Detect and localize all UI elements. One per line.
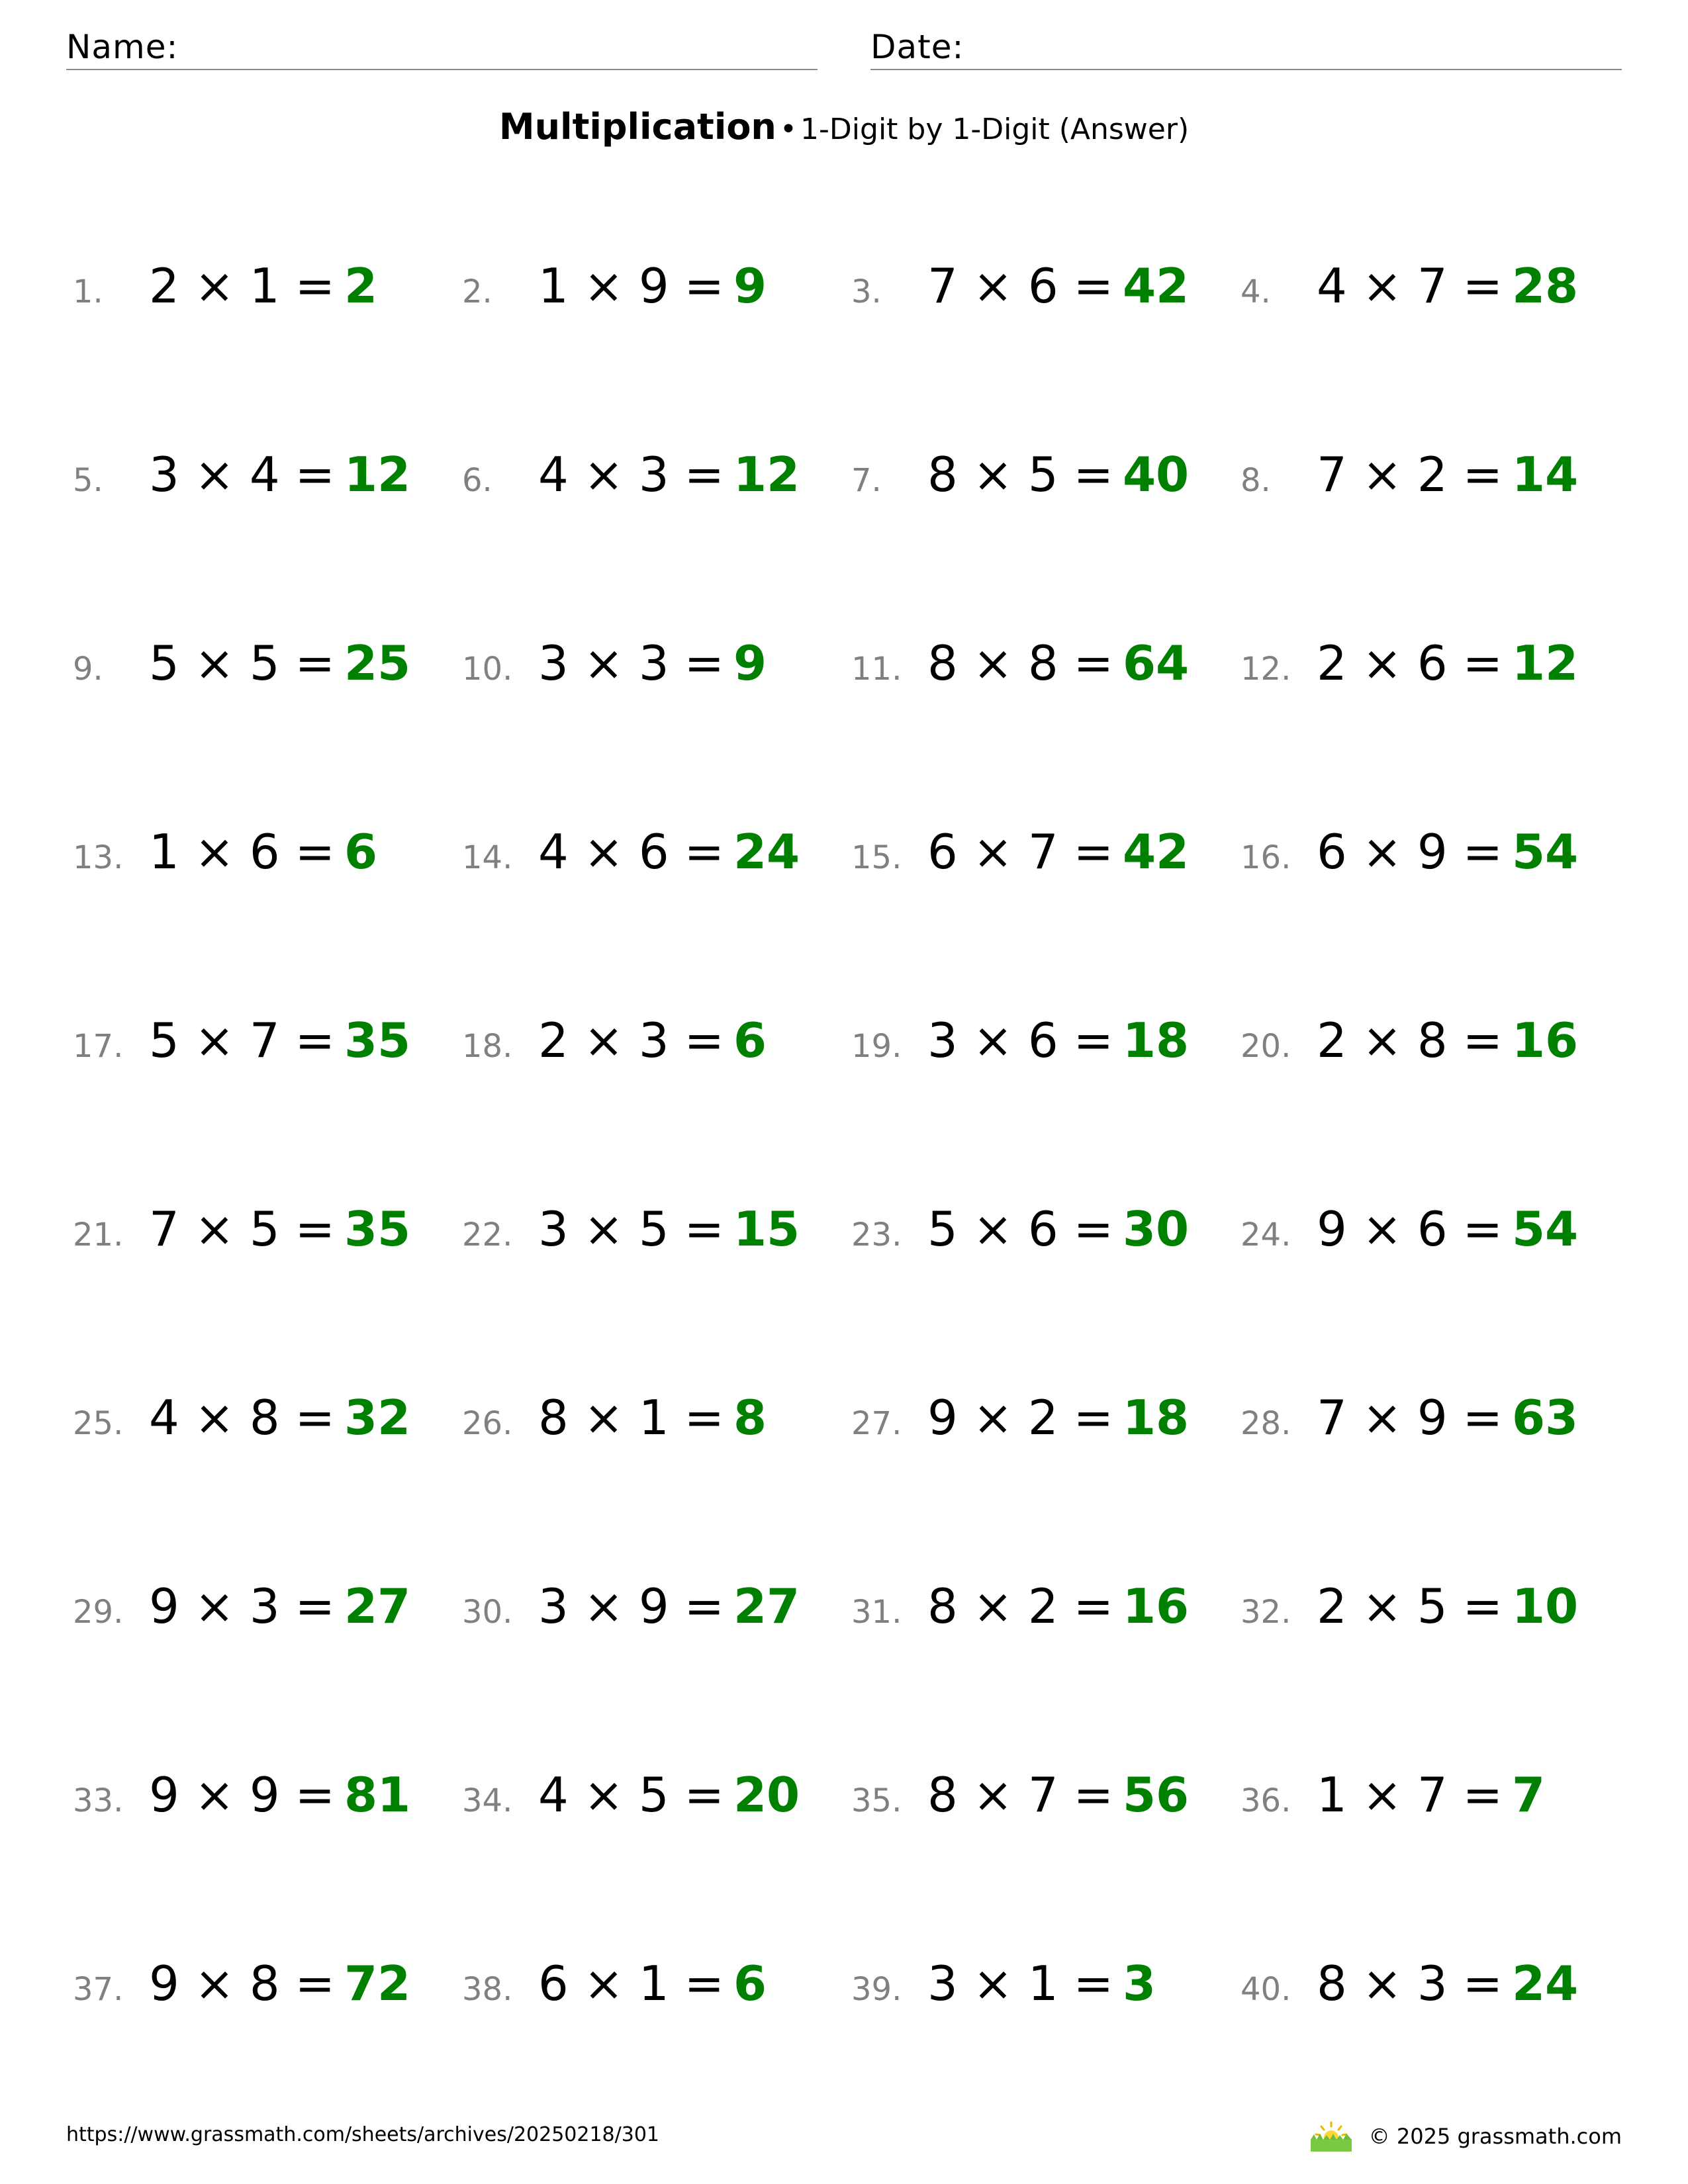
times-sign: ×	[568, 635, 639, 691]
answer: 7	[1511, 1767, 1546, 1823]
problem-number: 26.	[462, 1405, 513, 1442]
factor-a: 8	[927, 447, 958, 502]
equals-sign: =	[1058, 1201, 1113, 1257]
factor-b: 5	[638, 1767, 669, 1823]
problem-item	[462, 1013, 767, 1085]
factor-b: 9	[249, 1767, 280, 1823]
problem-item	[851, 824, 1189, 897]
equals-sign: =	[1058, 824, 1113, 880]
worksheet-title	[0, 106, 1688, 148]
problem-number: 20.	[1241, 1028, 1291, 1065]
factor-b: 1	[638, 1956, 669, 2011]
times-sign: ×	[1346, 635, 1417, 691]
problem-number: 14.	[462, 839, 513, 876]
problem-number: 6.	[462, 462, 492, 499]
title-subtitle: 1-Digit by 1-Digit (Answer)	[800, 113, 1190, 146]
factor-b: 6	[1417, 1201, 1448, 1257]
problem-number: 18.	[462, 1028, 513, 1065]
answer: 9	[733, 635, 767, 691]
factor-a: 4	[538, 1767, 569, 1823]
problem-number: 33.	[73, 1782, 124, 1819]
equals-sign: =	[1447, 1956, 1503, 2011]
times-sign: ×	[1346, 1201, 1417, 1257]
answer: 10	[1511, 1578, 1579, 1634]
times-sign: ×	[568, 447, 639, 502]
times-sign: ×	[957, 1578, 1028, 1634]
times-sign: ×	[568, 1390, 639, 1445]
factor-b: 3	[249, 1578, 280, 1634]
equals-sign: =	[279, 1013, 335, 1068]
footer-url[interactable]: https://www.grassmath.com/sheets/archives/20250218/301	[66, 2123, 660, 2146]
times-sign: ×	[957, 1013, 1028, 1068]
problem-item	[1241, 635, 1578, 708]
times-sign: ×	[957, 1767, 1028, 1823]
answer: 6	[733, 1956, 767, 2011]
times-sign: ×	[1346, 1390, 1417, 1445]
problem-number: 15.	[851, 839, 902, 876]
answer: 28	[1511, 258, 1579, 314]
problem-item	[1241, 1578, 1578, 1651]
factor-b: 3	[638, 635, 669, 691]
title-separator: •	[779, 113, 797, 146]
equals-sign: =	[1058, 1013, 1113, 1068]
times-sign: ×	[568, 1201, 639, 1257]
problem-number: 17.	[73, 1028, 124, 1065]
times-sign: ×	[957, 1390, 1028, 1445]
factor-a: 9	[149, 1578, 179, 1634]
times-sign: ×	[568, 1578, 639, 1634]
factor-a: 6	[927, 824, 958, 880]
problem-item	[73, 1956, 410, 2028]
factor-b: 6	[249, 824, 280, 880]
factor-a: 9	[149, 1767, 179, 1823]
answer: 54	[1511, 824, 1579, 880]
problem-item	[1241, 258, 1578, 331]
problem-item	[462, 1578, 800, 1651]
answer: 25	[344, 635, 411, 691]
problem-item	[851, 1578, 1189, 1651]
equals-sign: =	[279, 1767, 335, 1823]
factor-b: 2	[1417, 447, 1448, 502]
factor-b: 1	[638, 1390, 669, 1445]
factor-a: 7	[149, 1201, 179, 1257]
problem-number: 5.	[73, 462, 103, 499]
factor-a: 7	[1317, 1390, 1347, 1445]
factor-b: 8	[1417, 1013, 1448, 1068]
answer: 9	[733, 258, 767, 314]
footer-copyright: © 2025 grassmath.com	[1368, 2124, 1622, 2149]
answer: 81	[344, 1767, 411, 1823]
times-sign: ×	[179, 1956, 250, 2011]
answer: 35	[344, 1013, 411, 1068]
factor-b: 7	[1417, 258, 1448, 314]
answer: 63	[1511, 1390, 1579, 1445]
answer: 27	[344, 1578, 411, 1634]
problem-number: 38.	[462, 1971, 513, 2008]
problem-number: 30.	[462, 1594, 513, 1631]
times-sign: ×	[957, 447, 1028, 502]
problem-item	[73, 1201, 410, 1274]
equals-sign: =	[669, 1013, 724, 1068]
factor-b: 5	[249, 635, 280, 691]
problem-number: 25.	[73, 1405, 124, 1442]
times-sign: ×	[1346, 1767, 1417, 1823]
equals-sign: =	[1447, 447, 1503, 502]
problem-item	[851, 1390, 1189, 1463]
factor-b: 9	[1417, 1390, 1448, 1445]
problem-item	[462, 258, 767, 331]
problem-item	[73, 1767, 410, 1840]
factor-a: 5	[149, 635, 179, 691]
problem-item	[462, 635, 767, 708]
factor-a: 9	[1317, 1201, 1347, 1257]
problem-number: 31.	[851, 1594, 902, 1631]
answer: 12	[344, 447, 411, 502]
factor-b: 9	[1417, 824, 1448, 880]
title-main: Multiplication	[498, 106, 776, 148]
equals-sign: =	[279, 824, 335, 880]
answer: 20	[733, 1767, 800, 1823]
equals-sign: =	[279, 258, 335, 314]
problem-number: 34.	[462, 1782, 513, 1819]
times-sign: ×	[179, 1013, 250, 1068]
factor-b: 7	[1027, 824, 1058, 880]
answer: 2	[344, 258, 378, 314]
problem-number: 2.	[462, 273, 492, 310]
factor-b: 9	[638, 1578, 669, 1634]
problem-number: 40.	[1241, 1971, 1291, 2008]
problem-item	[1241, 824, 1578, 897]
equals-sign: =	[1058, 447, 1113, 502]
problem-item	[851, 1013, 1189, 1085]
factor-a: 7	[1317, 447, 1347, 502]
equals-sign: =	[1447, 1390, 1503, 1445]
times-sign: ×	[568, 258, 639, 314]
factor-a: 8	[538, 1390, 569, 1445]
factor-b: 8	[249, 1956, 280, 2011]
equals-sign: =	[1058, 1767, 1113, 1823]
factor-b: 2	[1027, 1390, 1058, 1445]
equals-sign: =	[669, 258, 724, 314]
factor-a: 2	[149, 258, 179, 314]
times-sign: ×	[568, 824, 639, 880]
problem-number: 7.	[851, 462, 882, 499]
factor-a: 3	[538, 1201, 569, 1257]
factor-b: 6	[1027, 1201, 1058, 1257]
factor-b: 6	[638, 824, 669, 880]
problem-number: 12.	[1241, 651, 1291, 688]
factor-a: 7	[927, 258, 958, 314]
factor-b: 7	[1417, 1767, 1448, 1823]
factor-b: 3	[1417, 1956, 1448, 2011]
date-field[interactable]	[870, 25, 1622, 70]
times-sign: ×	[1346, 1578, 1417, 1634]
times-sign: ×	[957, 824, 1028, 880]
problem-item	[851, 635, 1189, 708]
factor-a: 6	[1317, 824, 1347, 880]
factor-a: 4	[538, 824, 569, 880]
answer: 6	[733, 1013, 767, 1068]
answer: 12	[733, 447, 800, 502]
times-sign: ×	[179, 1390, 250, 1445]
footer-credit	[1308, 2120, 1622, 2153]
equals-sign: =	[1447, 824, 1503, 880]
factor-b: 6	[1027, 258, 1058, 314]
problem-number: 29.	[73, 1594, 124, 1631]
answer: 3	[1122, 1956, 1156, 2011]
factor-b: 9	[638, 258, 669, 314]
factor-b: 3	[638, 1013, 669, 1068]
factor-b: 1	[249, 258, 280, 314]
times-sign: ×	[568, 1767, 639, 1823]
problem-item	[1241, 1201, 1578, 1274]
times-sign: ×	[179, 1201, 250, 1257]
equals-sign: =	[1447, 1578, 1503, 1634]
factor-a: 3	[149, 447, 179, 502]
problem-number: 16.	[1241, 839, 1291, 876]
name-label: Name:	[66, 28, 179, 66]
equals-sign: =	[669, 1767, 724, 1823]
problem-item	[1241, 1956, 1578, 2028]
factor-a: 4	[538, 447, 569, 502]
equals-sign: =	[1447, 1013, 1503, 1068]
answer: 6	[344, 824, 378, 880]
factor-a: 2	[1317, 635, 1347, 691]
answer: 14	[1511, 447, 1579, 502]
equals-sign: =	[1058, 635, 1113, 691]
factor-a: 2	[538, 1013, 569, 1068]
equals-sign: =	[279, 1956, 335, 2011]
date-label: Date:	[870, 28, 964, 66]
equals-sign: =	[279, 1578, 335, 1634]
equals-sign: =	[279, 1201, 335, 1257]
problem-item	[1241, 447, 1578, 520]
factor-b: 5	[249, 1201, 280, 1257]
factor-a: 5	[149, 1013, 179, 1068]
problem-item	[1241, 1013, 1578, 1085]
equals-sign: =	[1447, 1767, 1503, 1823]
equals-sign: =	[669, 635, 724, 691]
times-sign: ×	[1346, 447, 1417, 502]
times-sign: ×	[957, 258, 1028, 314]
times-sign: ×	[957, 1956, 1028, 2011]
problem-number: 39.	[851, 1971, 902, 2008]
answer: 18	[1122, 1013, 1190, 1068]
factor-a: 3	[927, 1956, 958, 2011]
factor-b: 5	[1027, 447, 1058, 502]
grass-sun-logo-icon	[1308, 2120, 1354, 2153]
factor-a: 5	[927, 1201, 958, 1257]
equals-sign: =	[669, 1578, 724, 1634]
answer: 24	[1511, 1956, 1579, 2011]
problem-item	[73, 1390, 410, 1463]
problem-item	[462, 1767, 800, 1840]
problem-number: 11.	[851, 651, 902, 688]
answer: 18	[1122, 1390, 1190, 1445]
times-sign: ×	[179, 824, 250, 880]
problem-number: 32.	[1241, 1594, 1291, 1631]
answer: 56	[1122, 1767, 1190, 1823]
problem-number: 37.	[73, 1971, 124, 2008]
factor-a: 2	[1317, 1578, 1347, 1634]
answer: 40	[1122, 447, 1190, 502]
problem-item	[851, 1201, 1189, 1274]
equals-sign: =	[279, 635, 335, 691]
problem-number: 19.	[851, 1028, 902, 1065]
problem-number: 8.	[1241, 462, 1271, 499]
equals-sign: =	[669, 824, 724, 880]
factor-b: 7	[249, 1013, 280, 1068]
problem-number: 3.	[851, 273, 882, 310]
equals-sign: =	[1447, 635, 1503, 691]
problem-item	[462, 1390, 767, 1463]
factor-a: 9	[149, 1956, 179, 2011]
problem-item	[462, 447, 800, 520]
equals-sign: =	[1058, 1390, 1113, 1445]
factor-a: 4	[1317, 258, 1347, 314]
problem-number: 24.	[1241, 1216, 1291, 1253]
problem-item	[73, 635, 410, 708]
equals-sign: =	[669, 1201, 724, 1257]
answer: 64	[1122, 635, 1190, 691]
factor-b: 6	[1417, 635, 1448, 691]
answer: 27	[733, 1578, 800, 1634]
factor-a: 3	[538, 1578, 569, 1634]
problem-item	[73, 1578, 410, 1651]
equals-sign: =	[1058, 1578, 1113, 1634]
times-sign: ×	[179, 1578, 250, 1634]
factor-a: 2	[1317, 1013, 1347, 1068]
answer: 16	[1511, 1013, 1579, 1068]
problem-number: 23.	[851, 1216, 902, 1253]
answer: 30	[1122, 1201, 1190, 1257]
times-sign: ×	[568, 1956, 639, 2011]
problem-item	[1241, 1390, 1578, 1463]
factor-a: 8	[927, 1767, 958, 1823]
answer: 72	[344, 1956, 411, 2011]
factor-a: 9	[927, 1390, 958, 1445]
factor-a: 3	[927, 1013, 958, 1068]
problem-item	[851, 447, 1189, 520]
factor-a: 1	[149, 824, 179, 880]
problem-number: 9.	[73, 651, 103, 688]
times-sign: ×	[179, 447, 250, 502]
factor-b: 2	[1027, 1578, 1058, 1634]
problem-number: 4.	[1241, 273, 1271, 310]
factor-b: 5	[638, 1201, 669, 1257]
factor-a: 3	[538, 635, 569, 691]
answer: 54	[1511, 1201, 1579, 1257]
factor-b: 1	[1027, 1956, 1058, 2011]
problem-number: 36.	[1241, 1782, 1291, 1819]
factor-a: 4	[149, 1390, 179, 1445]
times-sign: ×	[179, 258, 250, 314]
problem-item	[851, 1956, 1156, 2028]
factor-a: 1	[538, 258, 569, 314]
times-sign: ×	[957, 1201, 1028, 1257]
answer: 15	[733, 1201, 800, 1257]
problem-item	[73, 258, 377, 331]
equals-sign: =	[669, 1956, 724, 2011]
equals-sign: =	[1447, 1201, 1503, 1257]
problem-number: 28.	[1241, 1405, 1291, 1442]
problem-number: 21.	[73, 1216, 124, 1253]
problem-item	[851, 1767, 1189, 1840]
problem-item	[851, 258, 1189, 331]
answer: 12	[1511, 635, 1579, 691]
times-sign: ×	[179, 1767, 250, 1823]
problem-item	[462, 1201, 800, 1274]
name-field[interactable]	[66, 25, 818, 70]
answer: 42	[1122, 258, 1190, 314]
equals-sign: =	[1058, 1956, 1113, 2011]
problem-number: 35.	[851, 1782, 902, 1819]
equals-sign: =	[1058, 258, 1113, 314]
factor-b: 3	[638, 447, 669, 502]
factor-a: 8	[927, 1578, 958, 1634]
problem-item	[1241, 1767, 1545, 1840]
factor-b: 4	[249, 447, 280, 502]
times-sign: ×	[179, 635, 250, 691]
problem-item	[73, 1013, 410, 1085]
factor-a: 8	[927, 635, 958, 691]
answer: 8	[733, 1390, 767, 1445]
problem-item	[462, 824, 800, 897]
problem-number: 1.	[73, 273, 103, 310]
answer: 35	[344, 1201, 411, 1257]
answer: 16	[1122, 1578, 1190, 1634]
equals-sign: =	[669, 1390, 724, 1445]
factor-b: 5	[1417, 1578, 1448, 1634]
times-sign: ×	[1346, 258, 1417, 314]
factor-b: 8	[1027, 635, 1058, 691]
factor-a: 6	[538, 1956, 569, 2011]
equals-sign: =	[279, 1390, 335, 1445]
factor-a: 1	[1317, 1767, 1347, 1823]
factor-b: 7	[1027, 1767, 1058, 1823]
times-sign: ×	[957, 635, 1028, 691]
equals-sign: =	[1447, 258, 1503, 314]
equals-sign: =	[279, 447, 335, 502]
problem-item	[73, 824, 377, 897]
factor-b: 8	[249, 1390, 280, 1445]
answer: 42	[1122, 824, 1190, 880]
problem-number: 27.	[851, 1405, 902, 1442]
problem-item	[73, 447, 410, 520]
answer: 24	[733, 824, 800, 880]
problem-item	[462, 1956, 767, 2028]
times-sign: ×	[568, 1013, 639, 1068]
times-sign: ×	[1346, 824, 1417, 880]
factor-a: 8	[1317, 1956, 1347, 2011]
factor-b: 6	[1027, 1013, 1058, 1068]
problem-number: 10.	[462, 651, 513, 688]
answer: 32	[344, 1390, 411, 1445]
problem-number: 13.	[73, 839, 124, 876]
times-sign: ×	[1346, 1956, 1417, 2011]
times-sign: ×	[1346, 1013, 1417, 1068]
equals-sign: =	[669, 447, 724, 502]
problem-number: 22.	[462, 1216, 513, 1253]
